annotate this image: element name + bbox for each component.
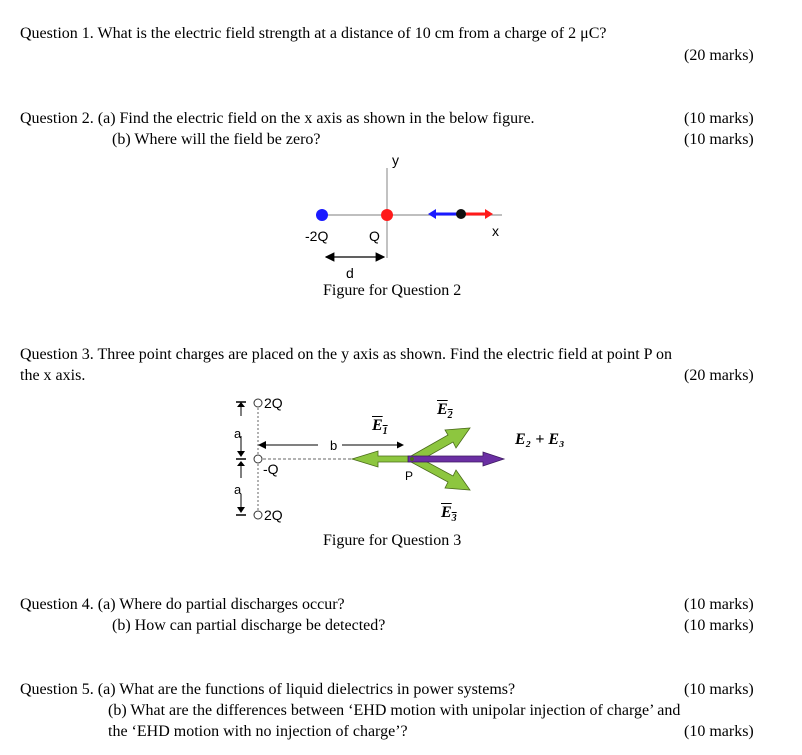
q2-marks-a: (10 marks) — [684, 110, 754, 127]
q2-marks-b: (10 marks) — [684, 131, 754, 148]
q3-marks: (20 marks) — [684, 367, 754, 384]
q5-part-a: Question 5. (a) What are the functions of liquid dielectrics in power systems? — [20, 681, 516, 698]
q3-b-label: b — [330, 438, 338, 453]
q4-part-a: Question 4. (a) Where do partial discharges occur? — [20, 596, 345, 613]
q4-part-b: (b) How can partial discharge be detected? — [112, 617, 386, 634]
q5-part-b-line1: (b) What are the differences between ‘EHD motion with unipolar injection of charge’ and — [108, 702, 681, 719]
q2-y-label: y — [392, 152, 399, 168]
q3-a-top-label: a — [234, 426, 242, 441]
q3-line2: the x axis. — [20, 367, 86, 384]
q3-mid-charge-label: -Q — [263, 461, 279, 477]
q2-part-b: (b) Where will the field be zero? — [112, 131, 321, 148]
q3-point-p — [410, 457, 414, 461]
q5-part-b-line2: the ‘EHD motion with no injection of charge’? — [108, 723, 408, 740]
q3-charge-bottom — [254, 511, 262, 519]
q3-sum-label: E₂ + E₃ — [515, 431, 565, 448]
q2-field-point — [456, 209, 466, 219]
q2-distance-label: d — [346, 265, 354, 281]
q3-line1: Question 3. Three point charges are placed on the y axis as shown. Find the electric field at point P on — [20, 346, 672, 363]
q5-marks-b: (10 marks) — [684, 723, 754, 740]
q1-text: Question 1. What is the electric field strength at a distance of 10 cm from a charge of 2 μC? — [20, 25, 607, 42]
q3-e2-label: $E_2$ — [437, 401, 453, 422]
q4-marks-a: (10 marks) — [684, 596, 754, 613]
q2-charge-right-label: Q — [369, 228, 380, 244]
q3-p-label: P — [405, 469, 414, 483]
q5-marks-a: (10 marks) — [684, 681, 754, 698]
q2-figure-caption: Figure for Question 2 — [323, 282, 462, 299]
q2-x-label: x — [492, 223, 499, 239]
q2-charge-left-label: -2Q — [305, 228, 329, 244]
q2-charge-pos — [381, 209, 393, 221]
q3-charge-top — [254, 399, 262, 407]
q3-bottom-charge-label: 2Q — [264, 507, 283, 523]
q2-part-a: Question 2. (a) Find the electric field on the x axis as shown in the below figure. — [20, 110, 535, 127]
q3-e3-label: $E_3$ — [441, 504, 457, 525]
q3-charge-mid — [254, 455, 262, 463]
q2-charge-neg — [316, 209, 328, 221]
q3-e1-label: $E_1$ — [372, 417, 388, 438]
q1-marks: (20 marks) — [684, 47, 754, 64]
q3-top-charge-label: 2Q — [264, 395, 283, 411]
q3-figure-caption: Figure for Question 3 — [323, 532, 462, 549]
q2-figure — [290, 148, 520, 278]
q3-e1-green-arrow — [352, 451, 413, 467]
q4-marks-b: (10 marks) — [684, 617, 754, 634]
q3-a-bottom-label: a — [234, 482, 242, 497]
